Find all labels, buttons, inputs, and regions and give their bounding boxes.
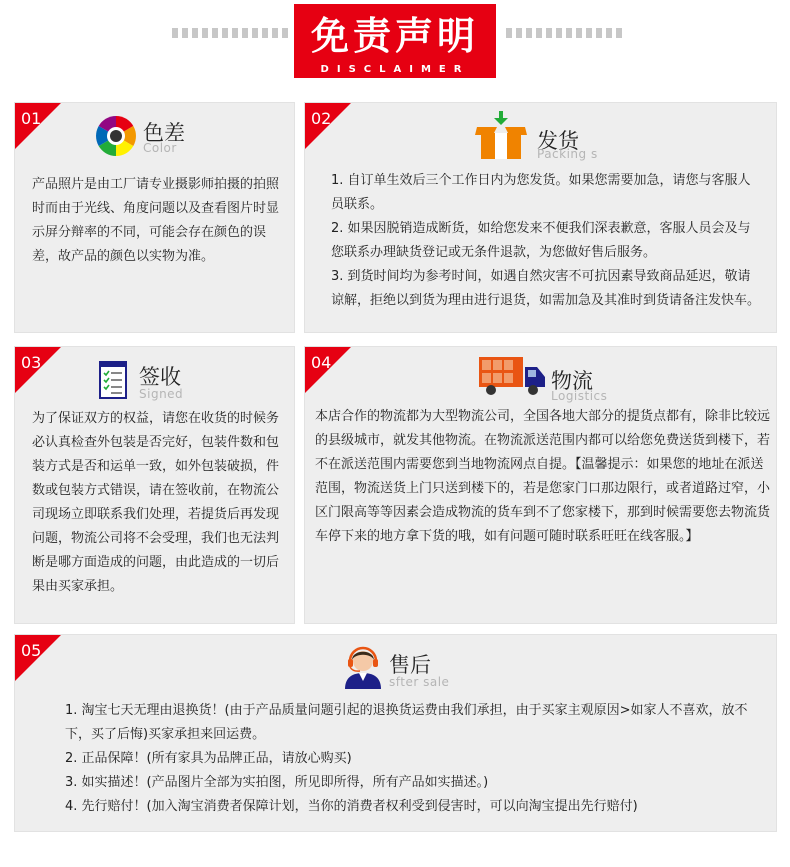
panel-number: 02 [311,109,332,128]
panel-after-sale [14,634,777,832]
panel-subtitle: Color [143,141,177,155]
panel-number: 05 [21,641,42,660]
panel-title: 售后 [389,653,431,677]
panel-number: 01 [21,109,42,128]
panel-logistics [304,346,777,624]
panel-title: 发货 [537,129,579,153]
panel-title: 签收 [139,365,181,389]
list-item: 3. 到货时间均为参考时间，如遇自然灾害不可抗因素导致商品延迟，敬请谅解，拒绝以到货为理由进行退货，如需加急及其准时到货请备注发快车。 [331,269,761,308]
panel-subtitle: Signed [139,387,184,401]
list-item: 1. 自订单生效后三个工作日内为您发货。如果您需要加急，请您与客服人员联系。 [331,173,751,212]
checklist-icon [99,361,127,403]
panel-packing [304,102,777,333]
panel-list [331,169,761,313]
panel-subtitle: Packing s [537,147,598,161]
page-title: 免责声明 [294,4,496,60]
panel-number: 03 [21,353,42,372]
list-item: 4. 先行赔付！(加入淘宝消费者保障计划，当你的消费者权利受到侵害时，可以向淘宝提出先行赔付) [65,799,638,814]
panel-title: 物流 [551,369,593,393]
panel-number: 04 [311,353,332,372]
delivery-truck-icon [479,357,545,401]
header [0,0,790,90]
list-item: 3. 如实描述！(产品图片全部为实拍图，所见即所得，所有产品如实描述。) [65,775,489,790]
decorative-dots-left [172,28,288,38]
decorative-dots-right [506,28,622,38]
panel-text: 为了保证双方的权益，请您在收货的时候务必认真检查外包装是否完好，包装件数和包装方式是否和运单一致，如外包装破损，件数或包装方式错误，请在签收前，在物流公司现场立即联系我们处理，若提货后再发现问题，物流公司将不会受理，我们也无法判断是哪方面造成的问题，由此造成的一切后果由买家承担。 [32,411,280,594]
panel-list [65,699,755,819]
panel-signed [14,346,295,624]
color-wheel-icon [95,115,137,161]
panel-text: 产品照片是由工厂请专业摄影师拍摄的拍照时而由于光线、角度问题以及查看图片时显示屏分辩率的不同，可能会存在颜色的误差，故产品的颜色以实物为准。 [32,177,280,264]
page-subtitle: DISCLAIMER [294,60,496,78]
panel-subtitle: sfter sale [389,675,450,689]
panel-text: 本店合作的物流都为大型物流公司，全国各地大部分的提货点都有，除非比较远的县级城市，就发其他物流。在物流派送范围内都可以给您免费送货到楼下，若不在派送范围内需要您到当地物流网点自提。【温馨提示：如果您的地址在派送范围，物流送货上门只送到楼下的，若是您家门口那边限行，或者道路过窄，小区门限高等等因素会造成物流的货车到不了您家楼下，那到时候需要您去物流货车停下来的地方拿下货的哦，如有问题可随时联系旺旺在线客服。】 [315,409,771,544]
panel-title: 色差 [143,121,185,145]
package-box-icon [475,111,527,163]
panel-subtitle: Logistics [551,389,608,403]
list-item: 2. 正品保障！(所有家具为品牌正品，请放心购买) [65,751,352,766]
list-item: 1. 淘宝七天无理由退换货！(由于产品质量问题引起的退换货运费由我们承担，由于买家主观原因>如家人不喜欢，放不下，买了后悔)买家承担来回运费。 [65,703,748,742]
panel-color [14,102,295,333]
list-item: 2. 如果因脱销造成断货，如给您发来不便我们深表歉意，客服人员会及与您联系办理缺货登记或无条件退款，为您做好售后服务。 [331,221,751,260]
customer-service-icon [341,643,385,693]
